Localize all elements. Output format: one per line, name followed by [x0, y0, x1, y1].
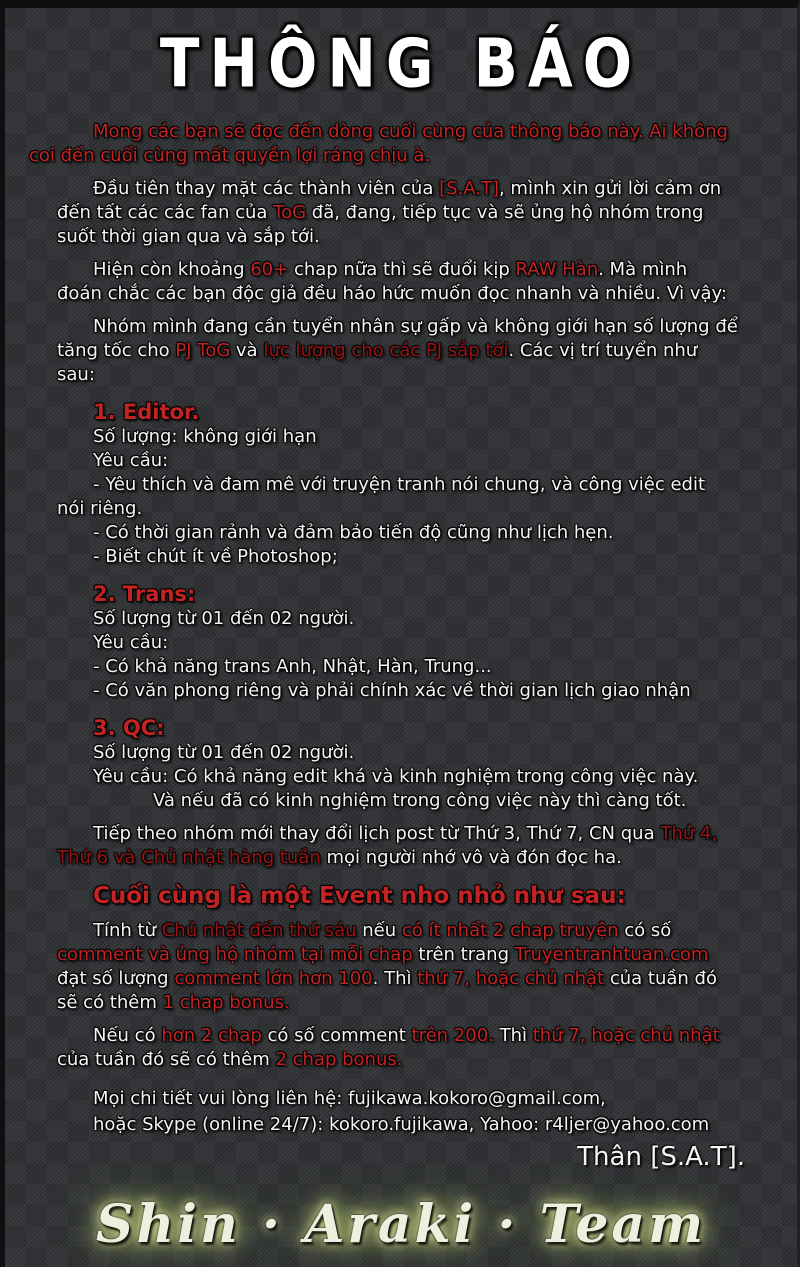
text-segment: hoặc Skype (online 24/7): kokoro.fujikawa, Yahoo: r4ljer@yahoo.com	[93, 1114, 710, 1135]
text-line	[57, 882, 777, 910]
contact-info	[57, 1086, 777, 1138]
text-line	[29, 120, 777, 144]
schedule-paragraph	[57, 822, 777, 870]
text-segment: Truyentranhtuan.com	[514, 944, 709, 965]
announcement-body	[5, 120, 797, 1138]
text-line	[57, 1112, 777, 1138]
text-segment: comment và ủng hộ nhóm tại mỗi chap	[57, 944, 413, 965]
text-segment: Và nếu đã có kinh nghiệm trong công việc này thì càng tốt.	[153, 790, 687, 811]
text-segment: Đầu tiên thay mặt các thành viên của	[93, 178, 440, 199]
text-segment: thứ 7, hoặc chủ nhật	[532, 1025, 720, 1046]
text-segment: ToG	[273, 202, 307, 223]
text-segment: - Có văn phong riêng và phải chính xác về thời gian lịch giao nhận	[93, 680, 691, 701]
text-segment: chap nữa thì sẽ đuổi kịp	[288, 259, 516, 280]
text-line	[29, 144, 777, 168]
text-line	[57, 967, 777, 991]
text-line	[57, 943, 777, 967]
text-line	[57, 822, 777, 846]
recruitment-paragraph	[57, 315, 777, 387]
text-segment: Số lượng: không giới hạn	[93, 426, 317, 447]
text-line	[57, 258, 777, 282]
text-line	[57, 449, 777, 473]
text-segment: Hiện còn khoảng	[93, 259, 251, 280]
text-segment: trên 200.	[411, 1025, 494, 1046]
text-line	[57, 715, 777, 741]
text-line	[57, 473, 777, 497]
text-segment: Tiếp theo nhóm mới thay đổi lịch post từ Thứ 3, Thứ 7, CN qua	[93, 823, 661, 844]
text-segment: coi đến cuối cùng mất quyền lợi ráng chịu à.	[29, 145, 431, 166]
text-segment: mọi người nhớ vô và đón đọc ha.	[320, 847, 622, 868]
text-segment: Tính từ	[93, 920, 162, 941]
text-segment: - Có khả năng trans Anh, Nhật, Hàn, Trung...	[93, 656, 492, 677]
text-line	[57, 225, 777, 249]
text-line	[57, 919, 777, 943]
text-line	[57, 545, 777, 569]
text-segment: 2. Trans:	[93, 582, 196, 606]
qc-requirements	[57, 741, 777, 813]
text-segment: suốt thời gian qua và sắp tới.	[57, 226, 320, 247]
text-segment: Yêu cầu:	[93, 450, 169, 471]
text-line	[57, 607, 777, 631]
text-segment: . Các vị trí tuyển như	[508, 340, 698, 361]
text-segment: trên trang	[412, 944, 515, 965]
text-segment: - Yêu thích và đam mê với truyện tranh nói chung, và công việc edit	[93, 474, 706, 495]
text-line	[57, 789, 777, 813]
text-segment: RAW Hàn	[515, 259, 599, 280]
text-segment: có số comment	[261, 1025, 412, 1046]
text-segment: Thì	[493, 1025, 533, 1046]
text-segment: - Có thời gian rảnh và đảm bảo tiến độ cũng như lịch hẹn.	[93, 522, 614, 543]
event-rule-1	[57, 919, 777, 1015]
text-segment: 60+	[250, 259, 289, 280]
text-line	[57, 282, 777, 306]
text-segment: PJ ToG	[175, 340, 231, 361]
text-line	[57, 521, 777, 545]
text-segment: Thứ 6 và Chủ nhật hàng tuần	[57, 847, 321, 868]
event-heading	[57, 882, 777, 910]
text-segment: Yêu cầu:	[93, 632, 169, 653]
event-rule-2	[57, 1024, 777, 1072]
text-line	[57, 741, 777, 765]
text-segment: đến tất các các fan của	[57, 202, 274, 223]
text-segment: 3. QC:	[93, 716, 165, 740]
text-line	[57, 991, 777, 1015]
text-segment: Số lượng từ 01 đến 02 người.	[93, 742, 355, 763]
text-segment: nói riêng.	[57, 498, 143, 519]
text-segment: đạt số lượng	[57, 968, 175, 989]
team-logo: Shin · Araki · Team	[95, 1194, 707, 1255]
text-segment: Mọi chi tiết vui lòng liên hệ: fujikawa.kokoro@gmail.com,	[93, 1088, 606, 1109]
text-segment: của tuần đó	[604, 968, 717, 989]
text-line	[57, 581, 777, 607]
text-segment: có số	[618, 920, 672, 941]
text-line	[57, 765, 777, 789]
text-line	[57, 315, 777, 339]
text-line	[57, 399, 777, 425]
text-segment: tăng tốc cho	[57, 340, 176, 361]
qc-heading	[57, 715, 777, 741]
page-title: THÔNG BÁO	[159, 24, 643, 103]
text-segment: . Thì	[372, 968, 418, 989]
signature: Thân [S.A.T].	[577, 1142, 745, 1172]
trans-heading	[57, 581, 777, 607]
text-segment: của tuần đó sẽ có thêm	[57, 1049, 276, 1070]
text-line	[57, 177, 777, 201]
text-line	[57, 339, 777, 363]
text-line	[57, 497, 777, 521]
text-segment: sau:	[57, 364, 95, 385]
text-line	[57, 1048, 777, 1072]
text-line	[57, 1024, 777, 1048]
text-segment: thứ 7, hoặc chủ nhật	[417, 968, 605, 989]
text-segment: comment lớn hơn 100	[174, 968, 373, 989]
text-segment: Số lượng từ 01 đến 02 người.	[93, 608, 355, 629]
text-line	[57, 363, 777, 387]
text-line	[57, 846, 777, 870]
text-segment: Mong các bạn sẽ đọc đến dòng cuối cùng của thông báo này. Ai không	[93, 121, 728, 142]
text-line	[57, 655, 777, 679]
editor-heading	[57, 399, 777, 425]
thanks-paragraph	[57, 177, 777, 249]
text-segment: có ít nhất 2 chap truyện	[401, 920, 619, 941]
text-segment: 2 chap bonus.	[275, 1049, 403, 1070]
text-segment: 1 chap bonus.	[162, 992, 290, 1013]
text-segment: đoán chắc các bạn độc giả đều háo hức muốn đọc nhanh và nhiều. Vì vậy:	[57, 283, 727, 304]
text-line	[57, 679, 777, 703]
text-segment: nếu	[356, 920, 402, 941]
text-segment: 1. Editor.	[93, 400, 200, 424]
text-line	[57, 631, 777, 655]
progress-paragraph	[57, 258, 777, 306]
text-segment: Thứ 4,	[660, 823, 718, 844]
editor-requirements	[57, 425, 777, 569]
text-segment: , mình xin gửi lời cảm ơn	[498, 178, 722, 199]
text-segment: . Mà mình	[598, 259, 688, 280]
text-segment: và	[230, 340, 264, 361]
trans-requirements	[57, 607, 777, 703]
intro-warning	[29, 120, 777, 168]
text-segment: sẽ có thêm	[57, 992, 163, 1013]
text-segment: lực lượng cho các PJ sắp tới	[263, 340, 509, 361]
text-segment: đã, đang, tiếp tục và sẽ ủng hộ nhóm trong	[306, 202, 704, 223]
text-segment: hơn 2 chap	[161, 1025, 262, 1046]
text-line	[57, 425, 777, 449]
text-segment: [S.A.T]	[439, 178, 499, 199]
text-segment: Cuối cùng là một Event nho nhỏ như sau:	[93, 883, 626, 909]
text-segment: Yêu cầu: Có khả năng edit khá và kinh nghiệm trong công việc này.	[93, 766, 699, 787]
text-line	[57, 1086, 777, 1112]
text-segment: Nhóm mình đang cần tuyển nhân sự gấp và không giới hạn số lượng để	[93, 316, 738, 337]
text-segment: Nếu có	[93, 1025, 162, 1046]
text-line	[57, 201, 777, 225]
text-segment: Chủ nhật đến thứ sáu	[161, 920, 357, 941]
text-segment: - Biết chút ít về Photoshop;	[93, 546, 338, 567]
